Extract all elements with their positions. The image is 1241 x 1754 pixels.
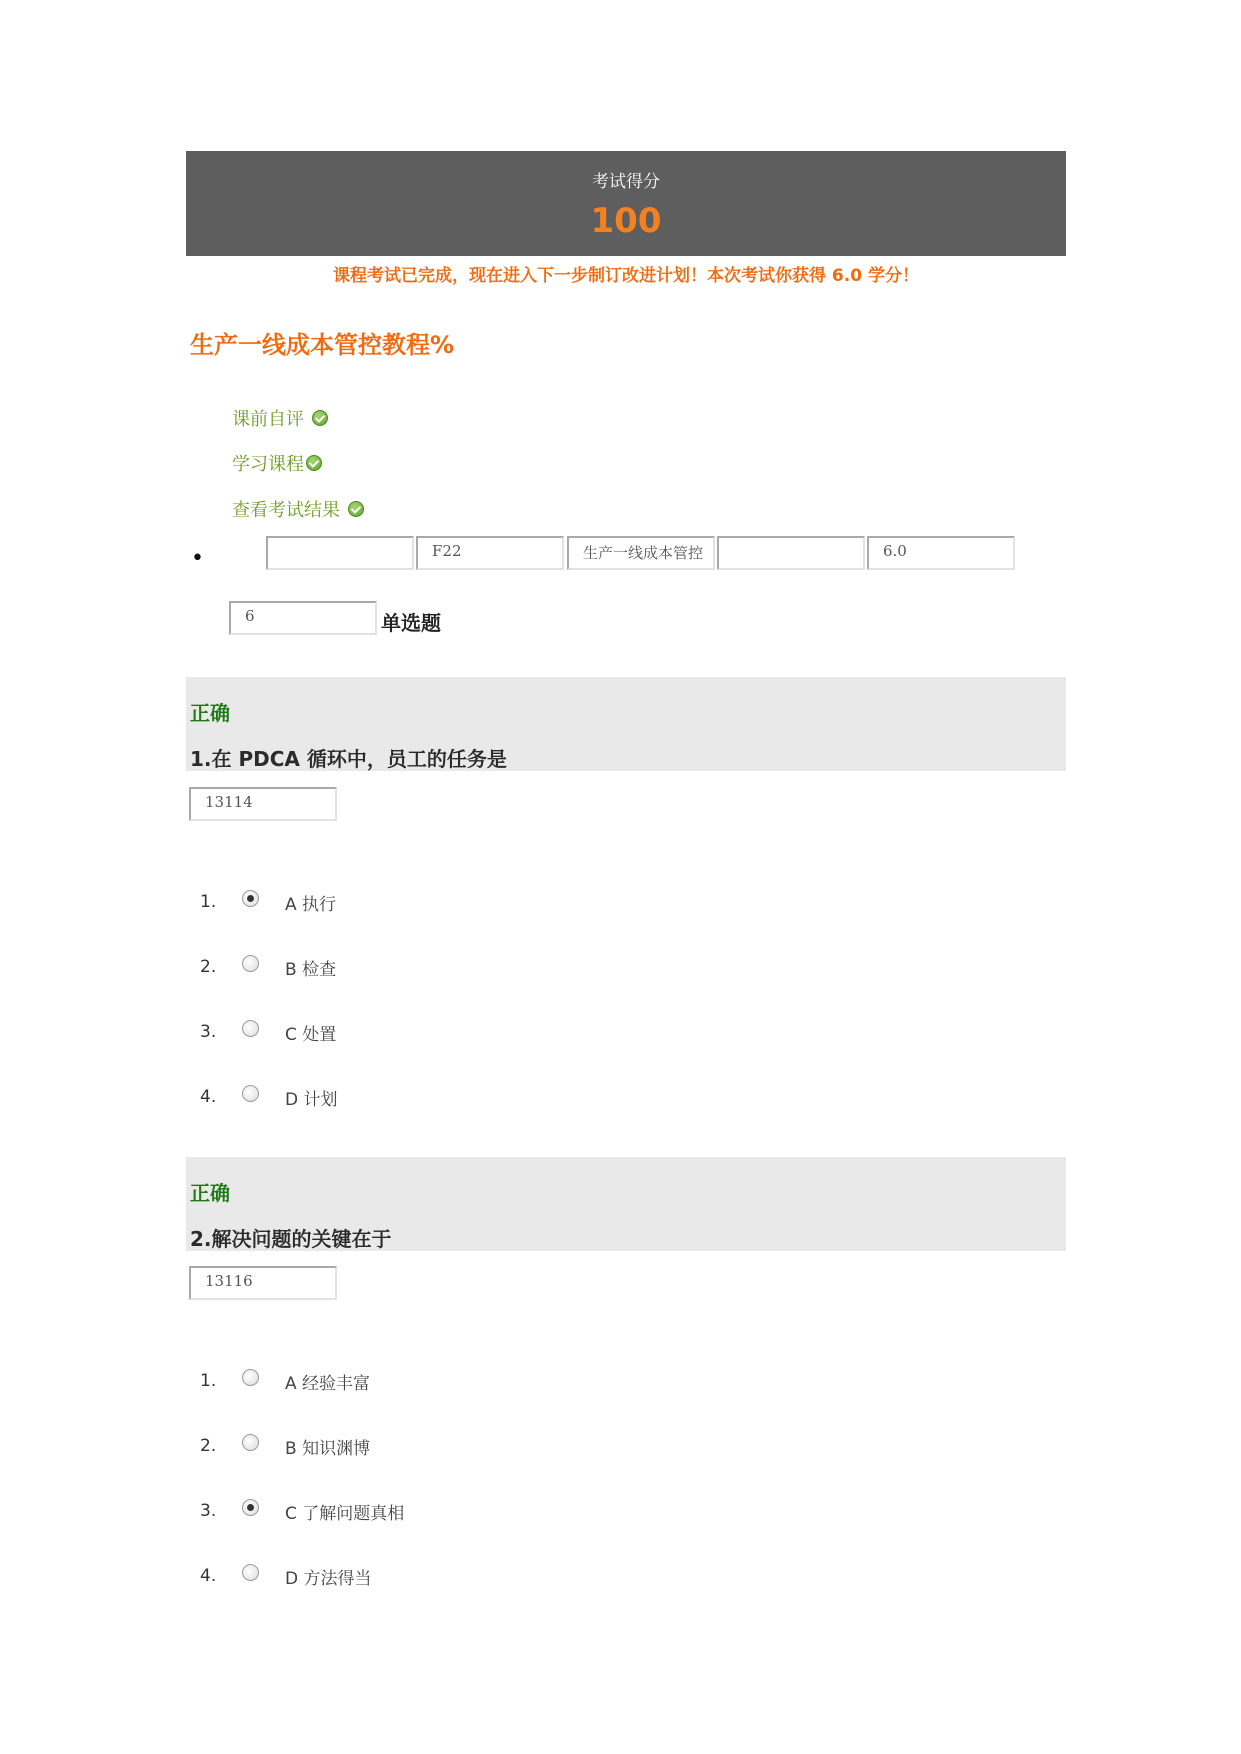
question-header <box>186 1157 1066 1251</box>
radio-icon[interactable] <box>242 1369 259 1386</box>
answer-status: 正确 <box>190 701 230 725</box>
check-circle-icon <box>312 410 328 426</box>
check-circle-icon <box>348 501 364 517</box>
score-panel <box>186 151 1066 256</box>
score-label: 考试得分 <box>592 172 660 192</box>
radio-icon[interactable] <box>242 955 259 972</box>
radio-icon[interactable] <box>242 1434 259 1451</box>
option-number: 4. <box>200 1566 217 1586</box>
option-text: D 方法得当 <box>285 1569 372 1589</box>
question-type-label: 单选题 <box>381 611 441 635</box>
step-label: 学习课程 <box>232 454 304 475</box>
info-field-credit[interactable]: 6.0 <box>867 536 1015 570</box>
option-number: 1. <box>200 892 217 912</box>
step-label: 查看考试结果 <box>232 500 340 521</box>
completion-notice: 课程考试已完成，现在进入下一步制订改进计划！本次考试你获得 6.0 学分！ <box>333 266 919 286</box>
option-number: 3. <box>200 1501 217 1521</box>
question-id-field[interactable]: 13116 <box>189 1266 337 1300</box>
option-text: B 检查 <box>285 960 337 980</box>
option-number: 3. <box>200 1022 217 1042</box>
info-field-1[interactable] <box>266 536 414 570</box>
course-title: 生产一线成本管控教程% <box>190 331 455 359</box>
option-number: 1. <box>200 1371 217 1391</box>
answer-status: 正确 <box>190 1181 230 1205</box>
radio-selected-icon[interactable] <box>242 890 259 907</box>
question-text: 1.在 PDCA 循环中，员工的任务是 <box>190 747 507 771</box>
step-label: 课前自评 <box>232 409 304 430</box>
check-circle-icon <box>306 455 322 471</box>
question-text: 2.解决问题的关键在于 <box>190 1227 392 1251</box>
question-id-field[interactable]: 13114 <box>189 787 337 821</box>
option-number: 2. <box>200 1436 217 1456</box>
option-text: C 处置 <box>285 1025 337 1045</box>
score-value: 100 <box>590 201 662 241</box>
radio-icon[interactable] <box>242 1085 259 1102</box>
step-pre-assessment[interactable] <box>232 405 328 431</box>
option-number: 2. <box>200 957 217 977</box>
step-study-course[interactable] <box>232 450 322 476</box>
step-view-results[interactable] <box>232 496 364 522</box>
question-count-field[interactable]: 6 <box>229 601 377 635</box>
bullet: • <box>191 546 204 571</box>
option-text: B 知识渊博 <box>285 1439 371 1459</box>
option-text: C 了解问题真相 <box>285 1504 405 1524</box>
option-text: A 执行 <box>285 895 337 915</box>
radio-icon[interactable] <box>242 1020 259 1037</box>
info-field-code[interactable]: F22 <box>416 536 564 570</box>
radio-selected-icon[interactable] <box>242 1499 259 1516</box>
info-field-4[interactable] <box>717 536 865 570</box>
info-field-course[interactable]: 生产一线成本管控 <box>567 536 715 570</box>
question-header <box>186 677 1066 771</box>
radio-icon[interactable] <box>242 1564 259 1581</box>
option-number: 4. <box>200 1087 217 1107</box>
option-text: A 经验丰富 <box>285 1374 371 1394</box>
option-text: D 计划 <box>285 1090 338 1110</box>
